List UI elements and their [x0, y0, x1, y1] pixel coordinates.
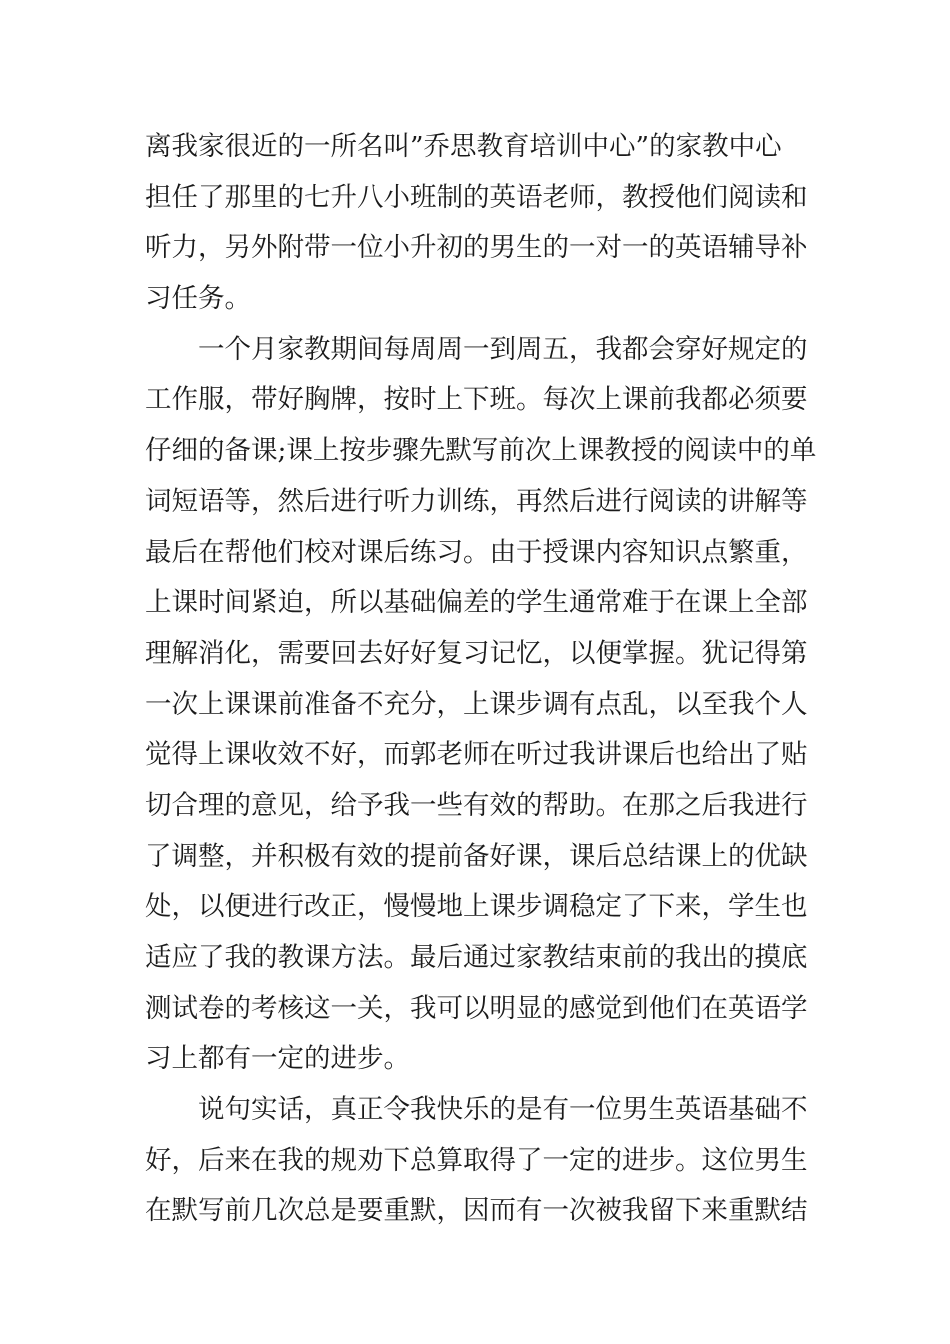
paragraph-1 — [145, 122, 815, 325]
text-line: 一个月家教期间每周周一到周五，我都会穿好规定的 — [198, 333, 808, 365]
text-line: 担任了那里的七升八小班制的英语老师，教授他们阅读和 — [145, 181, 808, 213]
text-line: 在默写前几次总是要重默，因而有一次被我留下来重默结 — [145, 1195, 808, 1227]
text-line: 习任务。 — [145, 283, 251, 315]
text-line: 上课时间紧迫，所以基础偏差的学生通常难于在课上全部 — [145, 587, 808, 619]
text-line: 切合理的意见，给予我一些有效的帮助。在那之后我进行 — [145, 789, 808, 821]
text-line: 听力，另外附带一位小升初的男生的一对一的英语辅导补 — [145, 232, 808, 264]
text-line: 觉得上课收效不好，而郭老师在听过我讲课后也给出了贴 — [145, 739, 808, 771]
text-line: 测试卷的考核这一关，我可以明显的感觉到他们在英语学 — [145, 992, 808, 1024]
text-line: 词短语等，然后进行听力训练，再然后进行阅读的讲解等 — [145, 485, 808, 517]
text-line: 处，以便进行改正，慢慢地上课步调稳定了下来，学生也 — [145, 891, 808, 923]
text-line: 适应了我的教课方法。最后通过家教结束前的我出的摸底 — [145, 942, 808, 973]
body-text — [145, 122, 815, 1237]
text-line: 说句实话，真正令我快乐的是有一位男生英语基础不 — [198, 1094, 808, 1126]
text-line: 理解消化，需要回去好好复习记忆，以便掌握。犹记得第 — [145, 637, 808, 669]
paragraph-3 — [145, 1085, 815, 1237]
paragraph-2 — [145, 325, 815, 1085]
text-line: 了调整，并积极有效的提前备好课，课后总结课上的优缺 — [145, 840, 808, 872]
text-line: 工作服，带好胸牌，按时上下班。每次上课前我都必须要 — [145, 384, 808, 416]
text-line: 离我家很近的一所名叫”乔思教育培训中心”的家教中心 — [145, 131, 782, 162]
text-line: 仔细的备课;课上按步骤先默写前次上课教授的阅读中的单 — [145, 435, 817, 467]
text-line: 最后在帮他们校对课后练习。由于授课内容知识点繁重， — [145, 536, 808, 568]
text-line: 一次上课课前准备不充分，上课步调有点乱，以至我个人 — [145, 688, 808, 720]
text-line: 习上都有一定的进步。 — [145, 1043, 410, 1075]
text-line: 好，后来在我的规劝下总算取得了一定的进步。这位男生 — [145, 1144, 808, 1176]
